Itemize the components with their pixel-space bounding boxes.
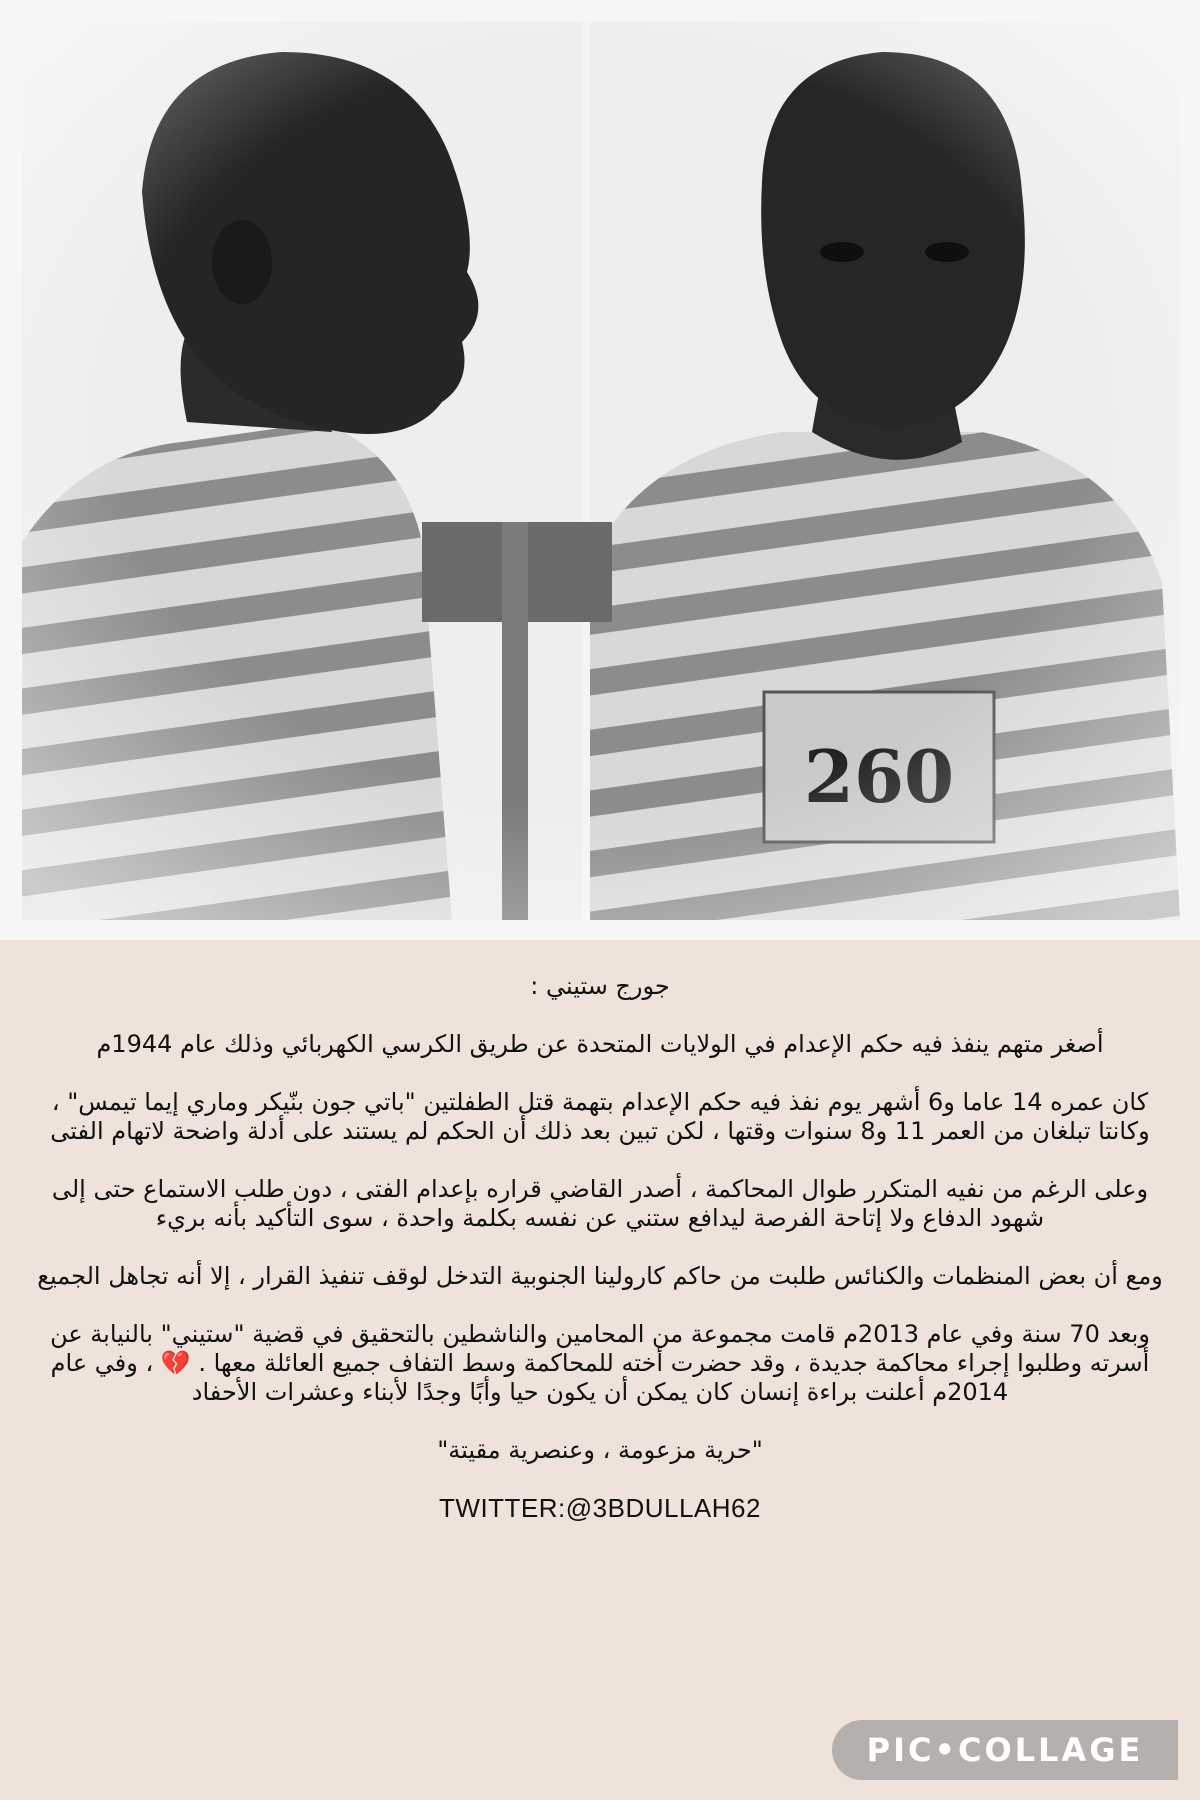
article — [30, 972, 1170, 1523]
pic-collage-watermark: PIC•COLLAGE — [832, 1720, 1178, 1780]
article-title: جورج ستيني : — [530, 972, 670, 1000]
paragraph-2: كان عمره 14 عاما و6 أشهر يوم نفذ فيه حكم الإعدام بتهمة قتل الطفلتين "باتي جون بنّيكر وماري إيما تيمس" ، وكانتا تبلغان من العمر 11 و8 سنوات وقتها ، لكن تبين بعد ذلك أن الحكم لم يستند على أدلة واضحة لاتهام الفتى — [50, 1088, 1150, 1145]
paragraph-5 — [30, 1320, 1170, 1407]
text-panel — [0, 940, 1200, 1800]
twitter-handle: TWITTER:@3BDULLAH62 — [439, 1493, 761, 1523]
paragraph-3: وعلى الرغم من نفيه المتكرر طوال المحاكمة ، أصدر القاضي قراره بإعدام الفتى ، دون طلب الاستماع حتى إلى شهود الدفاع ولا إتاحة الفرصة ليدافع ستني عن نفسه بكلمة واحدة ، سوى التأكيد بأنه بريء — [51, 1175, 1149, 1232]
paragraph-5-part2: ، وفي عام 2014م أعلنت براءة إنسان كان يمكن أن يكون حيا وأبًا وجدًا لأبناء وعشرات الأحفاد — [50, 1349, 1009, 1406]
mugshot-photo — [22, 22, 1180, 920]
broken-heart-icon: 💔 — [160, 1349, 191, 1377]
paragraph-4: ومع أن بعض المنظمات والكنائس طلبت من حاكم كارولينا الجنوبية التدخل لوقف تنفيذ القرار ، إلا أنه تجاهل الجميع — [37, 1262, 1163, 1290]
paragraph-5-part1: وبعد 70 سنة وفي عام 2013م قامت مجموعة من المحامين والناشطين بالتحقيق في قضية "ستيني" بالنيابة عن أسرته وطلبوا إجراء محاكمة جديدة ، وقد حضرت أخته للمحاكمة وسط التفاف جميع العائلة معها . — [50, 1320, 1150, 1377]
paragraph-1: أصغر متهم ينفذ فيه حكم الإعدام في الولايات المتحدة عن طريق الكرسي الكهربائي وذلك عام 1944م — [96, 1030, 1104, 1058]
closing-quote: "حرية مزعومة ، وعنصرية مقيتة" — [437, 1436, 763, 1464]
